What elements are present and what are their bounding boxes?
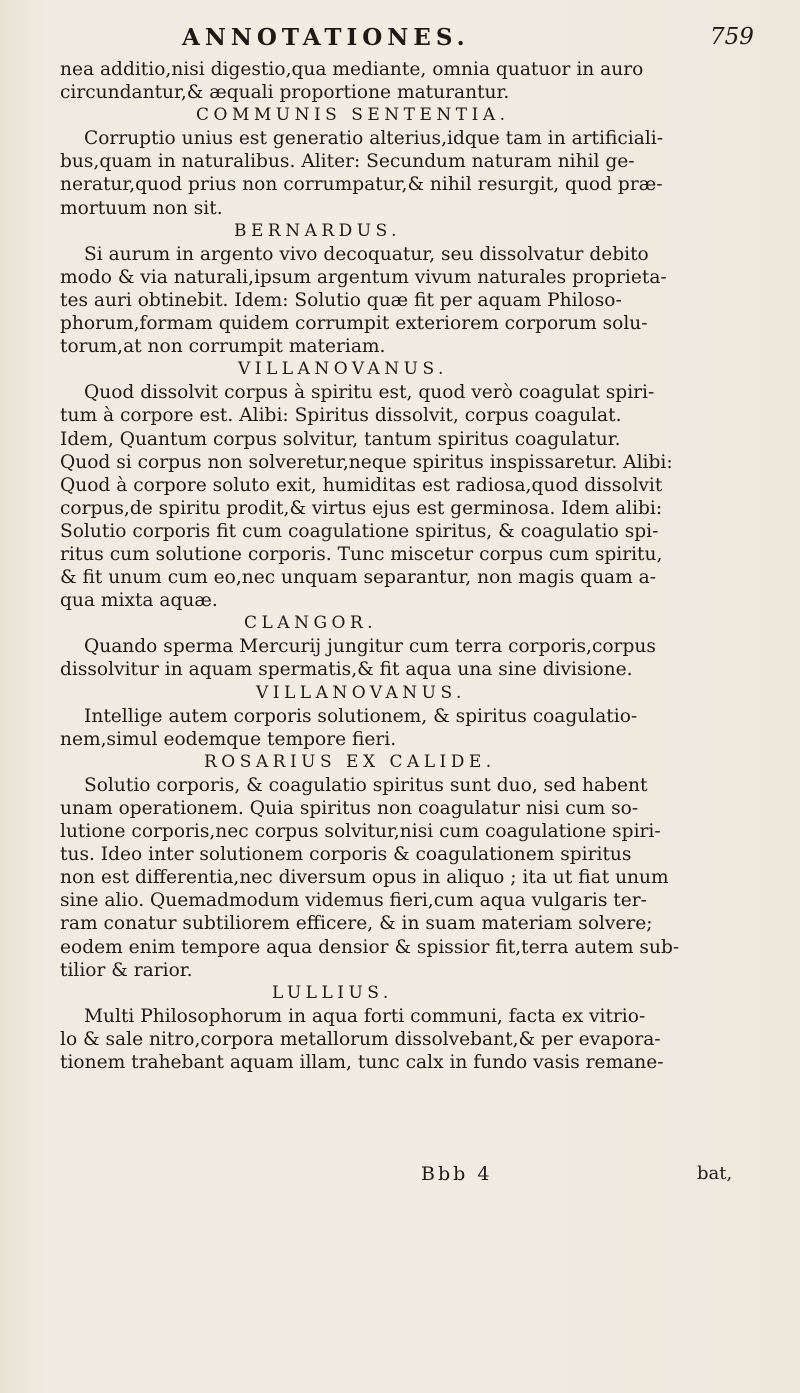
text-line: tes auri obtinebit. Idem: Solutio quæ fit per aquam Philoso- <box>60 289 622 311</box>
section-heading: VILLANOVANUS. <box>238 359 448 380</box>
section-heading: LULLIUS. <box>272 982 393 1003</box>
text-line: modo & via naturali,ipsum argentum vivum naturales proprieta- <box>60 266 667 288</box>
text-line: phorum,formam quidem corrumpit exteriorem corporum solu- <box>60 313 648 335</box>
section-heading: VILLANOVANUS. <box>256 682 466 703</box>
text-line: tum à corpore est. Alibi: Spiritus dissolvit, corpus coagulat. <box>60 405 622 427</box>
page-number: 759 <box>710 24 754 50</box>
text-line: sine alio. Quemadmodum videmus fieri,cum aqua vulgaris ter- <box>60 890 647 912</box>
text-line: non est differentia,nec diversum opus in aliquo ; ita ut fiat unum <box>60 867 669 889</box>
text-line: corpus,de spiritu prodit,& virtus ejus est germinosa. Idem alibi: <box>60 497 663 519</box>
text-line: Idem, Quantum corpus solvitur, tantum spiritus coagulatur. <box>60 428 621 450</box>
text-line: qua mixta aquæ. <box>60 590 218 612</box>
section-heading: ROSARIUS EX CALIDE. <box>204 751 496 772</box>
text-line: torum,at non corrumpit materiam. <box>60 336 386 358</box>
section-heading: COMMUNIS SENTENTIA. <box>196 105 510 126</box>
text-line: unam operationem. Quia spiritus non coagulatur nisi cum so- <box>60 798 639 819</box>
text-line: Quod à corpore soluto exit, humiditas est radiosa,quod dissolvit <box>60 474 663 496</box>
signature-mark: Bbb 4 <box>421 1163 493 1185</box>
text-line: lo & sale nitro,corpora metallorum dissolvebant,& per evapora- <box>60 1028 661 1050</box>
catchword: bat, <box>697 1163 733 1184</box>
text-line: dissolvitur in aquam spermatis,& fit aqua una sine divisione. <box>60 659 633 681</box>
text-line: lutione corporis,nec corpus solvitur,nisi cum coagulatione spiri- <box>60 821 661 843</box>
text-line: Solutio corporis, & coagulatio spiritus sunt duo, sed habent <box>84 774 648 796</box>
text-line: Quando sperma Mercurij jungitur cum terra corporis,corpus <box>84 636 656 658</box>
text-line: Multi Philosophorum in aqua forti communi, facta ex vitrio- <box>84 1005 646 1027</box>
text-line: tionem trahebant aquam illam, tunc calx in fundo vasis remane- <box>60 1052 664 1074</box>
text-line: Quod si corpus non solveretur,neque spiritus inspissaretur. Alibi: <box>60 451 673 473</box>
section-heading: CLANGOR. <box>244 613 378 634</box>
running-head: ANNOTATIONES. <box>182 24 470 51</box>
text-line: & fit unum cum eo,nec unquam separantur, non magis quam a- <box>60 567 657 589</box>
text-line: ritus cum solutione corporis. Tunc miscetur corpus cum spiritu, <box>60 543 663 565</box>
text-line: Intellige autem corporis solutionem, & spiritus coagulatio- <box>84 705 638 727</box>
page-header <box>0 24 800 54</box>
text-line: ram conatur subtiliorem efficere, & in suam materiam solvere; <box>60 913 653 935</box>
text-line: circundantur,& æquali proportione maturantur. <box>60 82 510 104</box>
text-line: nea additio,nisi digestio,qua mediante, omnia quatuor in auro <box>60 59 644 80</box>
text-line: eodem enim tempore aqua densior & spissior fit,terra autem sub- <box>60 936 680 958</box>
text-line: mortuum non sit. <box>60 197 223 219</box>
text-line: Solutio corporis fit cum coagulatione spiritus, & coagulatio spi- <box>60 520 659 542</box>
text-line: nem,simul eodemque tempore fieri. <box>60 728 397 750</box>
text-line: Corruptio unius est generatio alterius,idque tam in artificiali- <box>84 128 663 150</box>
body-text <box>60 58 750 1074</box>
text-line: tilior & rarior. <box>60 959 193 981</box>
text-line: Quod dissolvit corpus à spiritu est, quod verò coagulat spiri- <box>84 382 655 404</box>
section-heading: BERNARDUS. <box>234 220 402 241</box>
text-line: bus,quam in naturalibus. Aliter: Secundum naturam nihil ge- <box>60 151 635 173</box>
text-line: neratur,quod prius non corrumpatur,& nihil resurgit, quod præ- <box>60 174 663 196</box>
text-line: Si aurum in argento vivo decoquatur, seu dissolvatur debito <box>84 243 649 265</box>
text-line: tus. Ideo inter solutionem corporis & coagulationem spiritus <box>60 844 632 866</box>
